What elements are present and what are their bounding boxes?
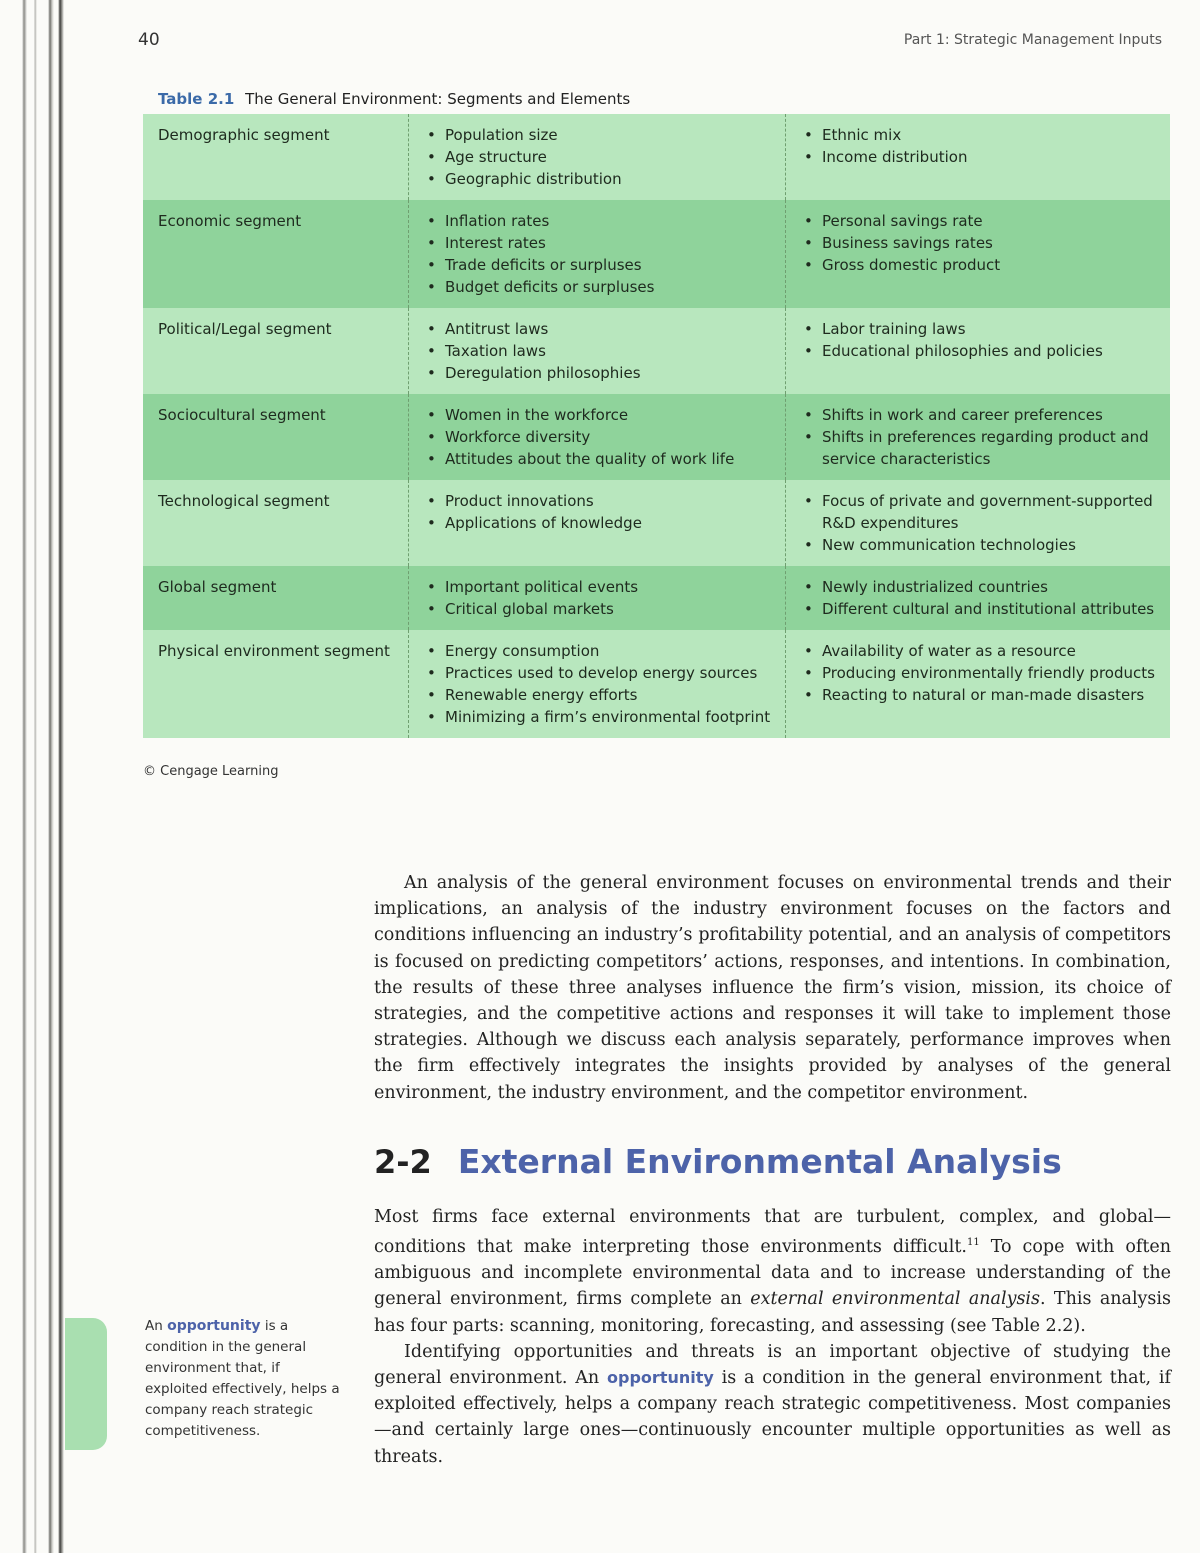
list-item: • Workforce diversity — [425, 426, 775, 448]
element-list — [802, 124, 1160, 168]
intro-paragraph — [374, 870, 1171, 1106]
margin-prefix: An — [145, 1318, 168, 1334]
segment-name: Economic segment — [143, 200, 409, 308]
list-item: • Important political events — [425, 576, 775, 598]
element-list-cell — [409, 308, 786, 394]
list-item: • Applications of knowledge — [425, 512, 775, 534]
list-item: • Business savings rates — [802, 232, 1160, 254]
list-item: • Interest rates — [425, 232, 775, 254]
list-item: • Educational philosophies and policies — [802, 340, 1160, 362]
element-list — [425, 490, 775, 534]
list-item: • Personal savings rate — [802, 210, 1160, 232]
key-term-opportunity: opportunity — [607, 1368, 714, 1388]
list-item: • Shifts in work and career preferences — [802, 404, 1160, 426]
element-list-cell — [409, 200, 786, 308]
list-item: • Deregulation philosophies — [425, 362, 775, 384]
element-list — [425, 124, 775, 190]
element-list-cell — [409, 630, 786, 738]
element-list-cell — [786, 566, 1171, 630]
segment-name: Physical environment segment — [143, 630, 409, 738]
element-list — [425, 404, 775, 470]
element-list-cell — [409, 480, 786, 566]
list-item: • Availability of water as a resource — [802, 640, 1160, 662]
table-title: The General Environment: Segments and Elements — [245, 90, 631, 108]
p2-italic-term: external environmental analysis — [750, 1289, 1041, 1310]
table-row — [143, 308, 1170, 394]
segment-name: Technological segment — [143, 480, 409, 566]
page-number: 40 — [138, 30, 160, 50]
table-credit: © Cengage Learning — [143, 764, 279, 779]
list-item: • Renewable energy efforts — [425, 684, 775, 706]
section-heading — [374, 1142, 1062, 1181]
list-item: • Geographic distribution — [425, 168, 775, 190]
element-list-cell — [786, 630, 1171, 738]
list-item: • Newly industrialized countries — [802, 576, 1160, 598]
element-list — [802, 404, 1160, 470]
element-list-cell — [786, 480, 1171, 566]
list-item: • Budget deficits or surpluses — [425, 276, 775, 298]
element-list — [802, 576, 1160, 620]
list-item: • Trade deficits or surpluses — [425, 254, 775, 276]
list-item: • Antitrust laws — [425, 318, 775, 340]
running-head: Part 1: Strategic Management Inputs — [903, 32, 1162, 48]
element-list-cell — [786, 200, 1171, 308]
table-row — [143, 394, 1170, 480]
section-paragraph-1 — [374, 1204, 1171, 1339]
p3-text-1: Identifying opportunities and threats is an important objective of studying the general environment. An — [374, 1341, 1171, 1389]
list-item: • Producing environmentally friendly products — [802, 662, 1160, 684]
element-list — [425, 576, 775, 620]
list-item: • Attitudes about the quality of work life — [425, 448, 775, 470]
list-item: • Ethnic mix — [802, 124, 1160, 146]
margin-text: is a condition in the general environment that, if exploited effectively, helps a company reach strategic competitiveness. — [145, 1318, 340, 1439]
table-row — [143, 630, 1170, 738]
element-list — [425, 318, 775, 384]
list-item: • Gross domestic product — [802, 254, 1160, 276]
list-item: • Inflation rates — [425, 210, 775, 232]
element-list — [425, 210, 775, 298]
p3-text-2: is a condition in the general environment that, if exploited effectively, helps a company reach strategic competitiveness. Most companies—and certainly large ones—continuously encounter multiple opportunities as well as threats. — [374, 1368, 1171, 1467]
p2-text-3: . This analysis has four parts: scanning, monitoring, forecasting, and assessing (see Table 2.2). — [374, 1289, 1171, 1336]
element-list-cell — [786, 114, 1171, 200]
table-caption — [158, 90, 630, 108]
list-item: • Age structure — [425, 146, 775, 168]
element-list-cell — [786, 308, 1171, 394]
section-title: External Environmental Analysis — [457, 1142, 1062, 1181]
segment-name: Political/Legal segment — [143, 308, 409, 394]
list-item: • Women in the workforce — [425, 404, 775, 426]
list-item: • Product innovations — [425, 490, 775, 512]
table-row — [143, 480, 1170, 566]
element-list — [802, 210, 1160, 276]
list-item: • Different cultural and institutional attributes — [802, 598, 1160, 620]
element-list — [802, 318, 1160, 362]
segment-name: Demographic segment — [143, 114, 409, 200]
list-item: • Energy consumption — [425, 640, 775, 662]
list-item: • Shifts in preferences regarding product and service characteristics — [802, 426, 1160, 470]
table-row — [143, 200, 1170, 308]
list-item: • Critical global markets — [425, 598, 775, 620]
margin-term: opportunity — [167, 1318, 261, 1334]
element-list — [425, 640, 775, 728]
element-list — [802, 490, 1160, 556]
section-body — [374, 1204, 1171, 1470]
list-item: • New communication technologies — [802, 534, 1160, 556]
margin-tab — [65, 1318, 107, 1450]
book-spine-shadow — [0, 0, 70, 1553]
section-number: 2-2 — [374, 1143, 432, 1181]
section-paragraph-2 — [374, 1339, 1171, 1470]
list-item: • Reacting to natural or man-made disasters — [802, 684, 1160, 706]
segment-name: Global segment — [143, 566, 409, 630]
footnote-ref: 11 — [966, 1237, 980, 1249]
table-row — [143, 114, 1170, 200]
list-item: • Practices used to develop energy sources — [425, 662, 775, 684]
list-item: • Taxation laws — [425, 340, 775, 362]
element-list-cell — [786, 394, 1171, 480]
intro-paragraph-text: An analysis of the general environment focuses on environmental trends and their implications, an analysis of the industry environment focuses on the factors and conditions influencing an industry’s profitability potential, and an analysis of competitors is focused on predicting competitors’ actions, responses, and intentions. In combination, the results of these three analyses influence the firm’s vision, mission, its choice of strategies, and the competitive actions and responses it will take to implement those strategies. Although we discuss each analysis separately, performance improves when the firm effectively integrates the insights provided by analyses of the general environment, the industry environment, and the competitor environment. — [374, 873, 1171, 1103]
table-row — [143, 566, 1170, 630]
table-number: Table 2.1 — [158, 90, 235, 108]
segment-name: Sociocultural segment — [143, 394, 409, 480]
p2-text-2: To cope with often ambiguous and incomplete environmental data and to increase understanding of the general environment, firms complete an — [374, 1237, 1171, 1310]
element-list-cell — [409, 114, 786, 200]
p2-text-1: Most firms face external environments that are turbulent, complex, and global—conditions that make interpreting those environments difficult. — [374, 1207, 1171, 1258]
list-item: • Minimizing a firm’s environmental footprint — [425, 706, 775, 728]
element-list-cell — [409, 566, 786, 630]
element-list-cell — [409, 394, 786, 480]
list-item: • Focus of private and government-supported R&D expenditures — [802, 490, 1160, 534]
element-list — [802, 640, 1160, 706]
list-item: • Labor training laws — [802, 318, 1160, 340]
list-item: • Population size — [425, 124, 775, 146]
list-item: • Income distribution — [802, 146, 1160, 168]
margin-definition — [145, 1316, 345, 1442]
environment-table — [143, 114, 1170, 738]
environment-table-body — [143, 114, 1170, 738]
